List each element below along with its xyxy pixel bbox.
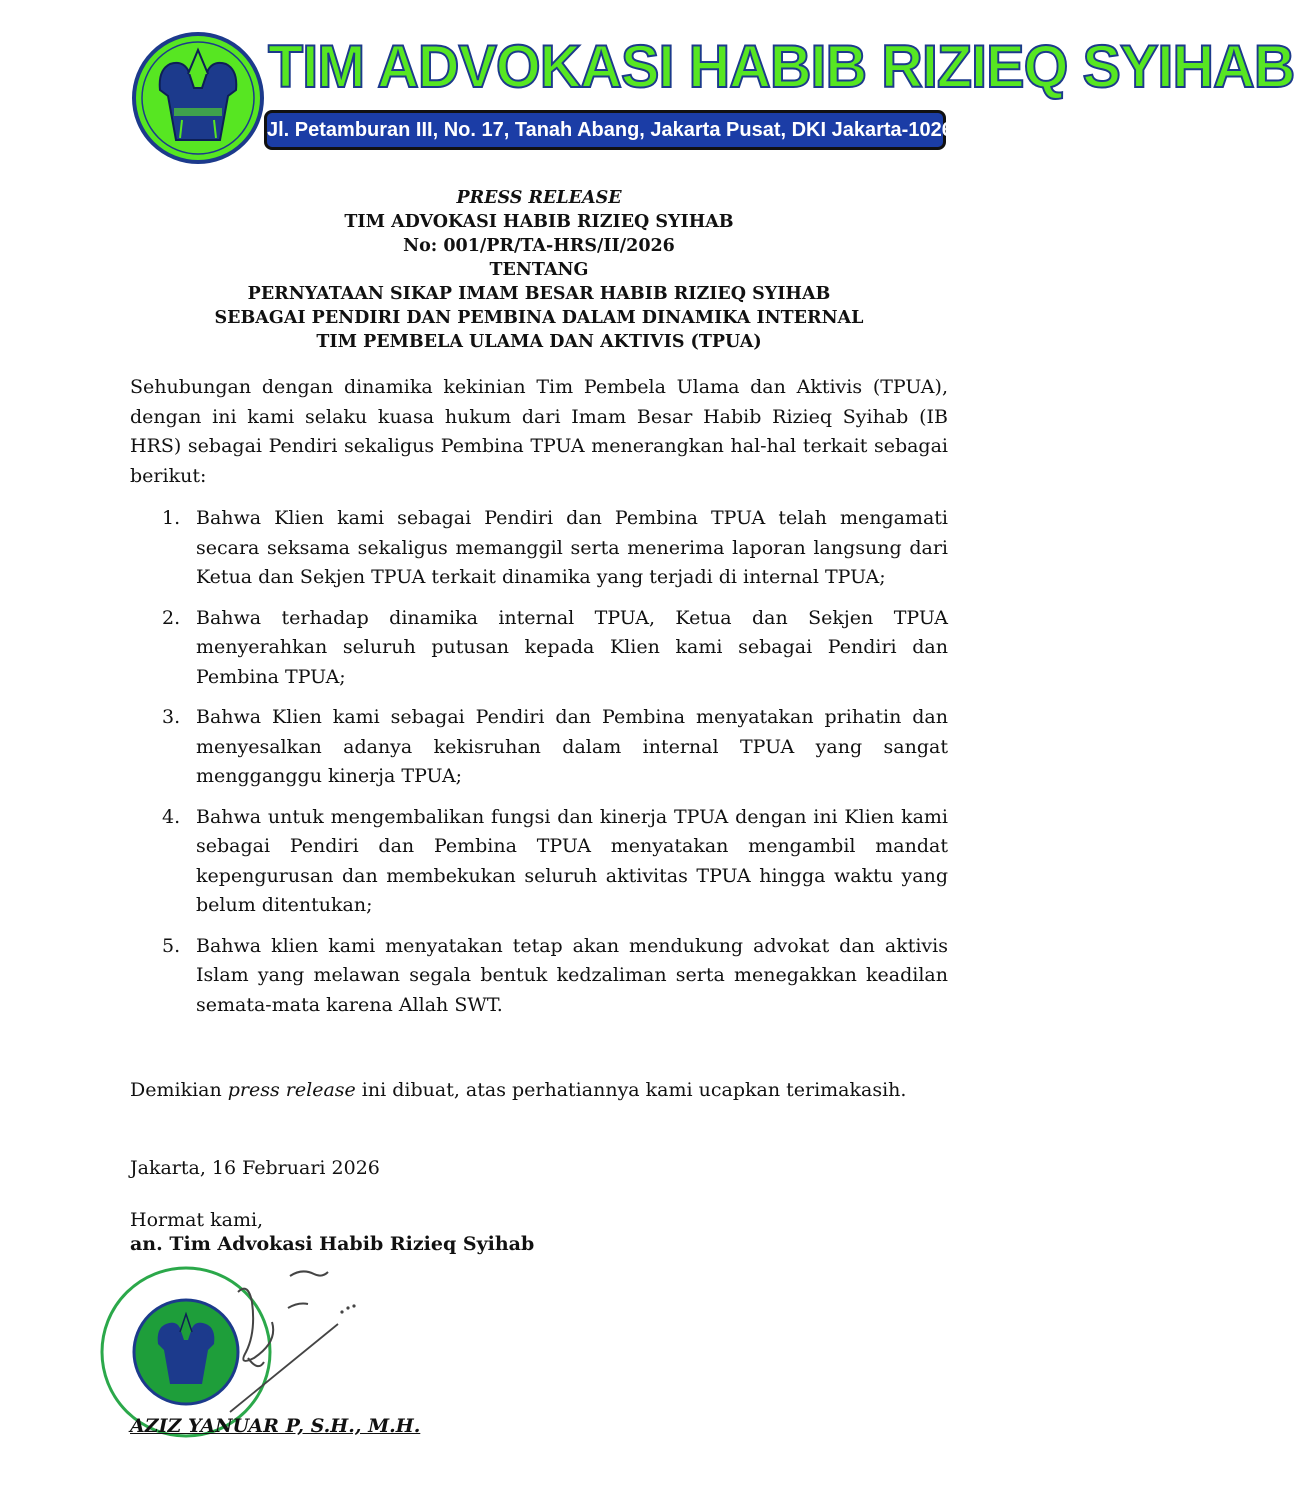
raised-fist-logo-icon [130,30,266,166]
closing-text: ini dibuat, atas perhatiannya kami ucapkan terimakasih. [355,1079,907,1101]
item-number: 3. [162,706,181,728]
item-text: Bahwa terhadap dinamika internal TPUA, Ketua dan Sekjen TPUA menyerahkan seluruh putusan kepada Klien kami sebagai Pendiri dan Pembina TPUA; [196,606,948,688]
list-item [130,932,948,1021]
subject-line: PERNYATAAN SIKAP IMAM BESAR HABIB RIZIEQ SYIHAB [247,284,831,304]
item-text: Bahwa Klien kami sebagai Pendiri dan Pembina TPUA telah mengamati secara seksama sekaligus memanggil serta menerima laporan langsung dari Ketua dan Sekjen TPUA terkait dinamika yang terjadi di internal TPUA; [196,507,948,588]
regards: Hormat kami, [130,1209,264,1231]
list-item [130,703,948,792]
subject-line: TIM PEMBELA ULAMA DAN AKTIVIS (TPUA) [316,332,762,352]
statement-points [130,504,948,1031]
issuer: TIM ADVOKASI HABIB RIZIEQ SYIHAB [344,212,734,232]
letterhead [0,0,1294,170]
about-label: TENTANG [489,260,589,280]
doc-number: No: 001/PR/TA-HRS/II/2026 [403,236,675,256]
signature-icon [218,1262,378,1412]
item-number: 2. [162,606,181,629]
closing-paragraph [130,1076,948,1106]
closing-text: Demikian [130,1079,228,1101]
org-title: TIM ADVOKASI HABIB RIZIEQ SYIHAB [268,33,1294,100]
list-item [130,604,948,693]
item-text: Bahwa klien kami menyatakan tetap akan mendukung advokat dan aktivis Islam yang melawan segala bentuk kedzaliman serta menegakkan keadilan semata-mata karena Allah SWT. [196,934,948,1016]
item-number: 1. [162,507,181,529]
list-item [130,504,948,593]
item-number: 5. [162,934,181,957]
list-item [130,803,948,921]
doc-type: PRESS RELEASE [456,188,622,208]
subject-line: SEBAGAI PENDIRI DAN PEMBINA DALAM DINAMIKA INTERNAL [214,308,864,328]
intro-paragraph: Sehubungan dengan dinamika kekinian Tim Pembela Ulama dan Aktivis (TPUA), dengan ini kami selaku kuasa hukum dari Imam Besar Habib Rizieq Syihab (IB HRS) sebagai Pendiri sekaligus Pembina TPUA menerangkan hal-hal terkait sebagai berikut: [130,376,948,487]
item-text: Bahwa Klien kami sebagai Pendiri dan Pembina menyatakan prihatin dan menyesalkan adanya kekisruhan dalam internal TPUA yang sangat mengganggu kinerja TPUA; [196,706,948,787]
item-text: Bahwa untuk mengembalikan fungsi dan kinerja TPUA dengan ini Klien kami sebagai Pendiri dan Pembina TPUA menyatakan mengambil mandat kepengurusan dan membekukan seluruh aktivitas TPUA hingga waktu yang belum ditentukan; [196,805,948,916]
closing-italic: press release [227,1079,356,1101]
on-behalf-of: an. Tim Advokasi Habib Rizieq Syihab [130,1233,535,1255]
place-date: Jakarta, 16 Februari 2026 [130,1157,380,1179]
release-heading [130,186,948,354]
address-bar: Jl. Petamburan III, No. 17, Tanah Abang, Jakarta Pusat, DKI Jakarta-10260 [264,110,946,150]
item-number: 4. [162,805,181,828]
signer-name: AZIZ YANUAR P, S.H., M.H. [130,1415,421,1437]
